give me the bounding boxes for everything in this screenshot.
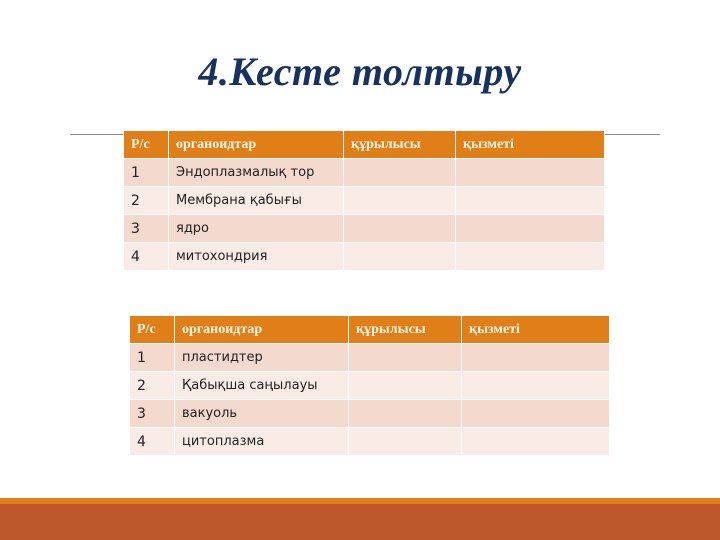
cell-function[interactable] <box>462 400 610 428</box>
cell-structure[interactable] <box>344 243 456 271</box>
table-header-row <box>130 316 610 344</box>
cell-structure[interactable] <box>349 344 462 372</box>
table-row <box>130 428 610 456</box>
cell-organoid: пластидтер <box>175 344 349 372</box>
cell-structure[interactable] <box>349 372 462 400</box>
cell-function[interactable] <box>456 243 605 271</box>
table-header-row <box>124 131 605 159</box>
cell-structure[interactable] <box>349 400 462 428</box>
divider-left <box>70 134 124 135</box>
header-cell-structure: құрылысы <box>349 316 462 344</box>
cell-function[interactable] <box>456 187 605 215</box>
cell-organoid: Эндоплазмалық тор <box>169 159 344 187</box>
header-cell-function: қызметі <box>456 131 605 159</box>
header-cell-organoid: органоидтар <box>175 316 349 344</box>
cell-number: 2 <box>130 372 175 400</box>
cell-number: 3 <box>124 215 169 243</box>
cell-number: 4 <box>130 428 175 456</box>
table-row <box>124 159 605 187</box>
organoid-table-1 <box>123 130 605 271</box>
cell-function[interactable] <box>456 215 605 243</box>
cell-number: 2 <box>124 187 169 215</box>
cell-number: 4 <box>124 243 169 271</box>
table-row <box>130 372 610 400</box>
header-cell-number: Р/с <box>130 316 175 344</box>
cell-organoid: Қабықша саңылауы <box>175 372 349 400</box>
cell-structure[interactable] <box>349 428 462 456</box>
organoid-table-2 <box>129 315 610 456</box>
table-row <box>124 215 605 243</box>
header-cell-organoid: органоидтар <box>169 131 344 159</box>
cell-function[interactable] <box>456 159 605 187</box>
cell-function[interactable] <box>462 372 610 400</box>
cell-organoid: ядро <box>169 215 344 243</box>
header-cell-function: қызметі <box>462 316 610 344</box>
cell-organoid: митохондрия <box>169 243 344 271</box>
slide-title: 4.Кесте толтыру <box>198 49 522 94</box>
header-cell-structure: құрылысы <box>344 131 456 159</box>
table-row <box>130 400 610 428</box>
cell-number: 1 <box>124 159 169 187</box>
cell-number: 3 <box>130 400 175 428</box>
cell-organoid: вакуоль <box>175 400 349 428</box>
cell-organoid: цитоплазма <box>175 428 349 456</box>
cell-function[interactable] <box>462 344 610 372</box>
footer-band <box>0 504 720 540</box>
header-cell-number: Р/с <box>124 131 169 159</box>
cell-structure[interactable] <box>344 215 456 243</box>
table-row <box>130 344 610 372</box>
cell-organoid: Мембрана қабығы <box>169 187 344 215</box>
table-row <box>124 187 605 215</box>
cell-structure[interactable] <box>344 159 456 187</box>
cell-structure[interactable] <box>344 187 456 215</box>
divider-right <box>604 134 660 135</box>
cell-function[interactable] <box>462 428 610 456</box>
table-row <box>124 243 605 271</box>
cell-number: 1 <box>130 344 175 372</box>
